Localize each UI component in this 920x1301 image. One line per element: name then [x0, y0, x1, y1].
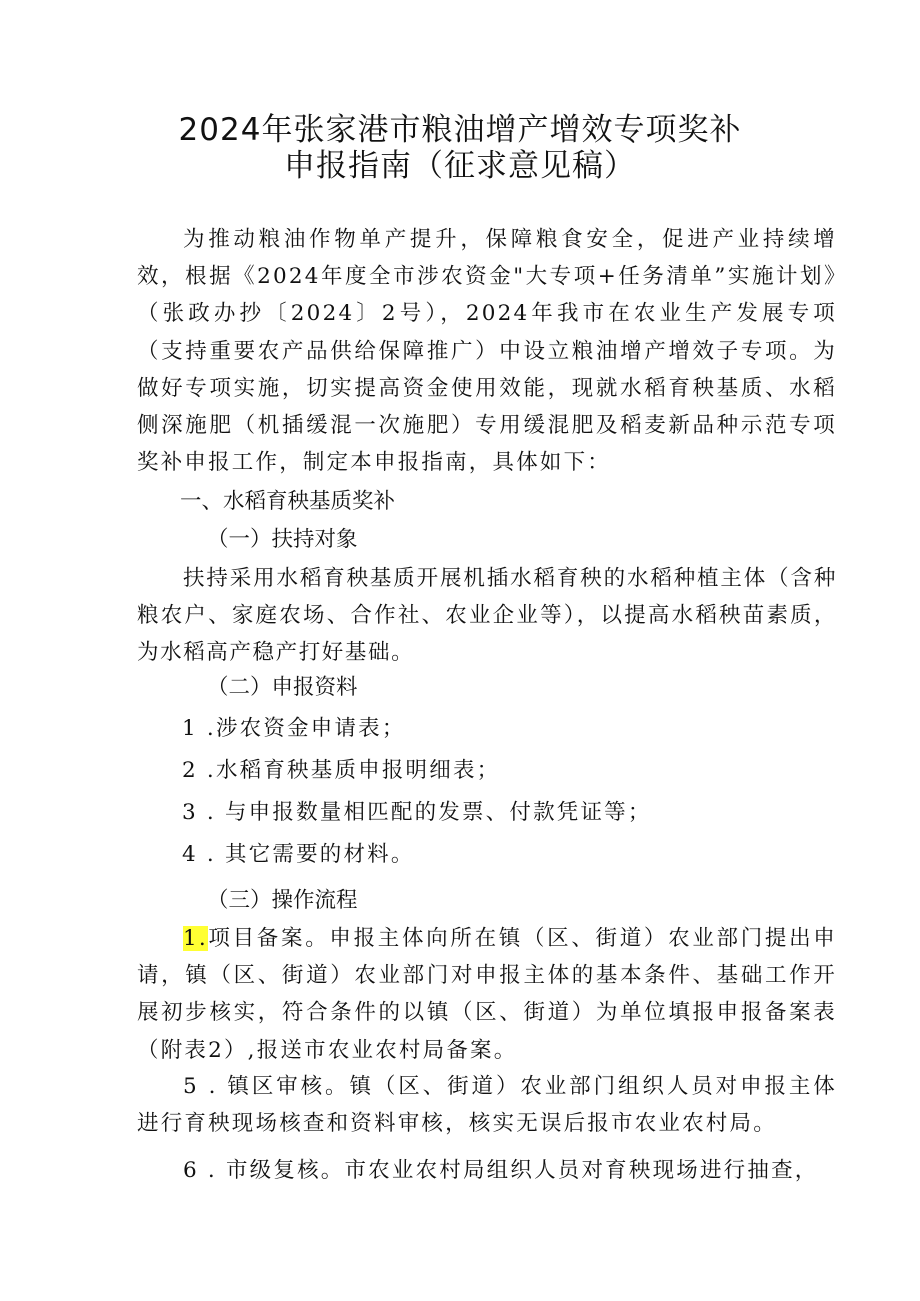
- document-title-line-1: 2024年张家港市粮油增产增效专项奖补: [178, 112, 742, 148]
- materials-item-4: 4 . 其它需要的材料。: [182, 842, 415, 867]
- intro-paragraph: 为推动粮油作物单产提升，保障粮食安全，促进产业持续增效，根据《2024年度全市涉农资金"大专项+任务清单”实施计划》（张政办抄〔2024〕2号），2024年我市在农业生产发展专项（支持重要农产品供给保障推广）中设立粮油增产增效子专项。为做好专项实施，切实提高资金使用效能，现就水稻育秧基质、水稻侧深施肥（机插缓混一次施肥）专用缓混肥及稻麦新品种示范专项奖补申报工作，制定本申报指南，具体如下：: [137, 227, 837, 476]
- support-target-paragraph: 扶持采用水稻育秧基质开展机插水稻育秧的水稻种植主体（含种粮农户、家庭农场、合作社、农业企业等），以提高水稻秧苗素质，为水稻高产稳产打好基础。: [137, 566, 837, 666]
- step-1-highlighted-marker: 1.: [183, 926, 208, 951]
- section-heading-1: 一、水稻育秧基质奖补: [180, 489, 396, 514]
- subsection-heading-procedure: （三）操作流程: [207, 888, 358, 913]
- step-1-text: 项目备案。申报主体向所在镇（区、街道）农业部门提出申请，镇（区、街道）农业部门对申报主体的基本条件、基础工作开展初步核实，符合条件的以镇（区、街道）为单位填报申报备案表（附表2）,报送市农业农村局备案。: [137, 926, 837, 1063]
- procedure-step-5-paragraph: 5 . 镇区审核。镇（区、街道）农业部门组织人员对申报主体进行育秧现场核查和资料审核，核实无误后报市农业农村局。: [137, 1074, 837, 1137]
- subsection-heading-support-target: （一）扶持对象: [207, 527, 358, 552]
- procedure-step-1-paragraph: [137, 920, 837, 1069]
- subsection-heading-materials: （二）申报资料: [207, 675, 358, 700]
- materials-item-1: 1 .涉农资金申请表；: [182, 716, 406, 741]
- procedure-step-6-paragraph: 6 . 市级复核。市农业农村局组织人员对育秧现场进行抽查，: [183, 1158, 819, 1183]
- materials-item-3: 3 . 与申报数量相匹配的发票、付款凭证等；: [182, 800, 652, 825]
- document-title-line-2: 申报指南（征求意见稿）: [284, 148, 636, 184]
- materials-item-2: 2 .水稻育秧基质申报明细表；: [182, 758, 501, 783]
